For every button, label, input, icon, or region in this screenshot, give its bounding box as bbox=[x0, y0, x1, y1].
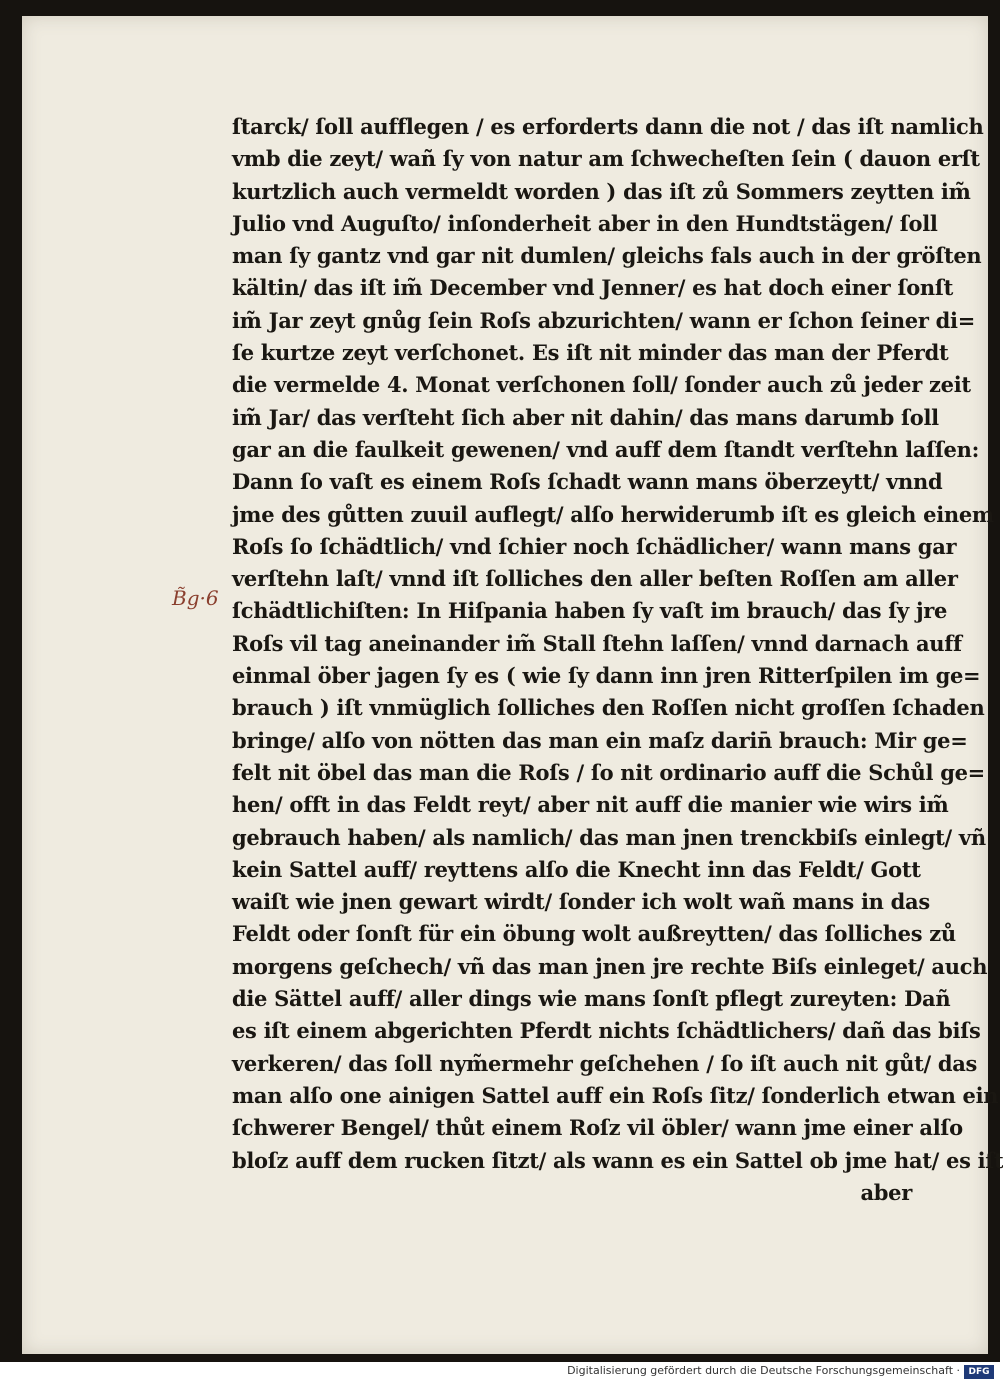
text-line: felt nit öbel das man die Roſs / ſo nit ordinario auff die Schůl ge= bbox=[232, 759, 985, 785]
text-line: vmb die zeyt/ wañ ſy von natur am ſchwecheſten ſein ( dauon erſt bbox=[232, 146, 980, 172]
text-line: im̃ Jar zeyt gnůg ſein Roſs abzurichten/ wann er ſchon ſeiner di= bbox=[232, 307, 975, 333]
text-line: bloſz auff dem rucken ſitzt/ als wann es ein Sattel ob jme hat/ es iſt bbox=[232, 1147, 1003, 1173]
text-line: kältin/ das iſt im̃ December vnd Jenner/ es hat doch einer ſonſt bbox=[232, 275, 954, 301]
text-line: verkeren/ das ſoll nym̃ermehr geſchehen / ſo iſt auch nit gůt/ das bbox=[232, 1050, 978, 1076]
text-line: brauch ) iſt vnmüglich ſolliches den Roſſen nicht groſſen ſchaden bbox=[232, 695, 985, 721]
text-line: ſchwerer Bengel/ thůt einem Roſz vil öbler/ wann jme einer alſo bbox=[232, 1115, 963, 1141]
text-line: die vermelde 4. Monat verſchonen ſoll/ ſonder auch zů jeder zeit bbox=[232, 372, 971, 398]
text-line: jme des gůtten zuuil auflegt/ alſo herwiderumb iſt es gleich einem bbox=[232, 501, 994, 527]
text-line: Roſs ſo ſchädtlich/ vnd ſchier noch ſchädlicher/ wann mans gar bbox=[232, 533, 957, 559]
text-line: Dann ſo vaſt es einem Roſs ſchadt wann mans öberzeytt/ vnnd bbox=[232, 469, 943, 495]
footer-bar bbox=[0, 1362, 1000, 1382]
text-line: kurtzlich auch vermeldt worden ) das iſt zů Sommers zeytten im̃ bbox=[232, 178, 971, 204]
margin-annotation: B̃g·6 bbox=[172, 586, 219, 610]
text-line: ſe kurtze zeyt verſchonet. Es iſt nit minder das man der Pferdt bbox=[232, 340, 949, 366]
text-line: gebrauch haben/ als namlich/ das man jnen trenckbiſs einlegt/ vñ bbox=[232, 824, 986, 850]
text-line: die Sättel auff/ aller dings wie mans ſonſt pflegt zureyten: Dañ bbox=[232, 986, 951, 1012]
dfg-logo: DFG bbox=[964, 1365, 994, 1379]
text-line: ſtarck/ ſoll aufflegen / es erforderts dann die not / das iſt namlich bbox=[232, 114, 984, 139]
text-line: einmal öber jagen ſy es ( wie ſy dann inn jren Ritterſpilen im ge= bbox=[232, 663, 981, 689]
text-line: Julio vnd Auguſto/ inſonderheit aber in den Hundtstägen/ ſoll bbox=[232, 210, 938, 236]
text-line: morgens geſchech/ vñ das man jnen jre rechte Biſs einleget/ auch bbox=[232, 953, 988, 979]
catchword: aber bbox=[860, 1179, 912, 1205]
text-line: es iſt einem abgerichten Pferdt nichts ſchädtlichers/ dañ das biſs bbox=[232, 1018, 981, 1044]
text-line: man ſy gantz vnd gar nit dumlen/ gleichs fals auch in der gröſten bbox=[232, 243, 982, 269]
text-line: ſchädtlichiſten: In Hiſpania haben ſy vaſt im brauch/ das ſy jre bbox=[232, 598, 948, 624]
text-line: Roſs vil tag aneinander im̃ Stall ſtehn laſſen/ vnnd darnach auff bbox=[232, 630, 962, 656]
text-line: Feldt oder ſonſt für ein öbung wolt außreytten/ das ſolliches zů bbox=[232, 921, 956, 947]
funding-credit: Digitalisierung gefördert durch die Deutsche Forschungsgemeinschaft · bbox=[567, 1364, 960, 1377]
text-line: waiſt wie jnen gewart wirdt/ ſonder ich wolt wañ mans in das bbox=[232, 889, 930, 915]
text-line: man alſo one ainigen Sattel auff ein Roſs ſitz/ ſonderlich etwan ein bbox=[232, 1082, 999, 1108]
text-line: bringe/ alſo von nötten das man ein maſz darin̄ brauch: Mir ge= bbox=[232, 727, 968, 753]
text-line: gar an die faulkeit gewenen/ vnd auff dem ſtandt verſtehn laſſen: bbox=[232, 436, 980, 462]
text-line: im̃ Jar/ das verſteht ſich aber nit dahin/ das mans darumb ſoll bbox=[232, 404, 939, 430]
text-line: hen/ offt in das Feldt reyt/ aber nit auff die manier wie wirs im̃ bbox=[232, 792, 949, 818]
text-block bbox=[232, 111, 1003, 1209]
text-line: kein Sattel auff/ reyttens alſo die Knecht inn das Feldt/ Gott bbox=[232, 856, 921, 882]
text-line: verſtehn laſt/ vnnd iſt ſolliches den aller beſten Roſſen am aller bbox=[232, 566, 958, 592]
book-page bbox=[22, 16, 1003, 1354]
